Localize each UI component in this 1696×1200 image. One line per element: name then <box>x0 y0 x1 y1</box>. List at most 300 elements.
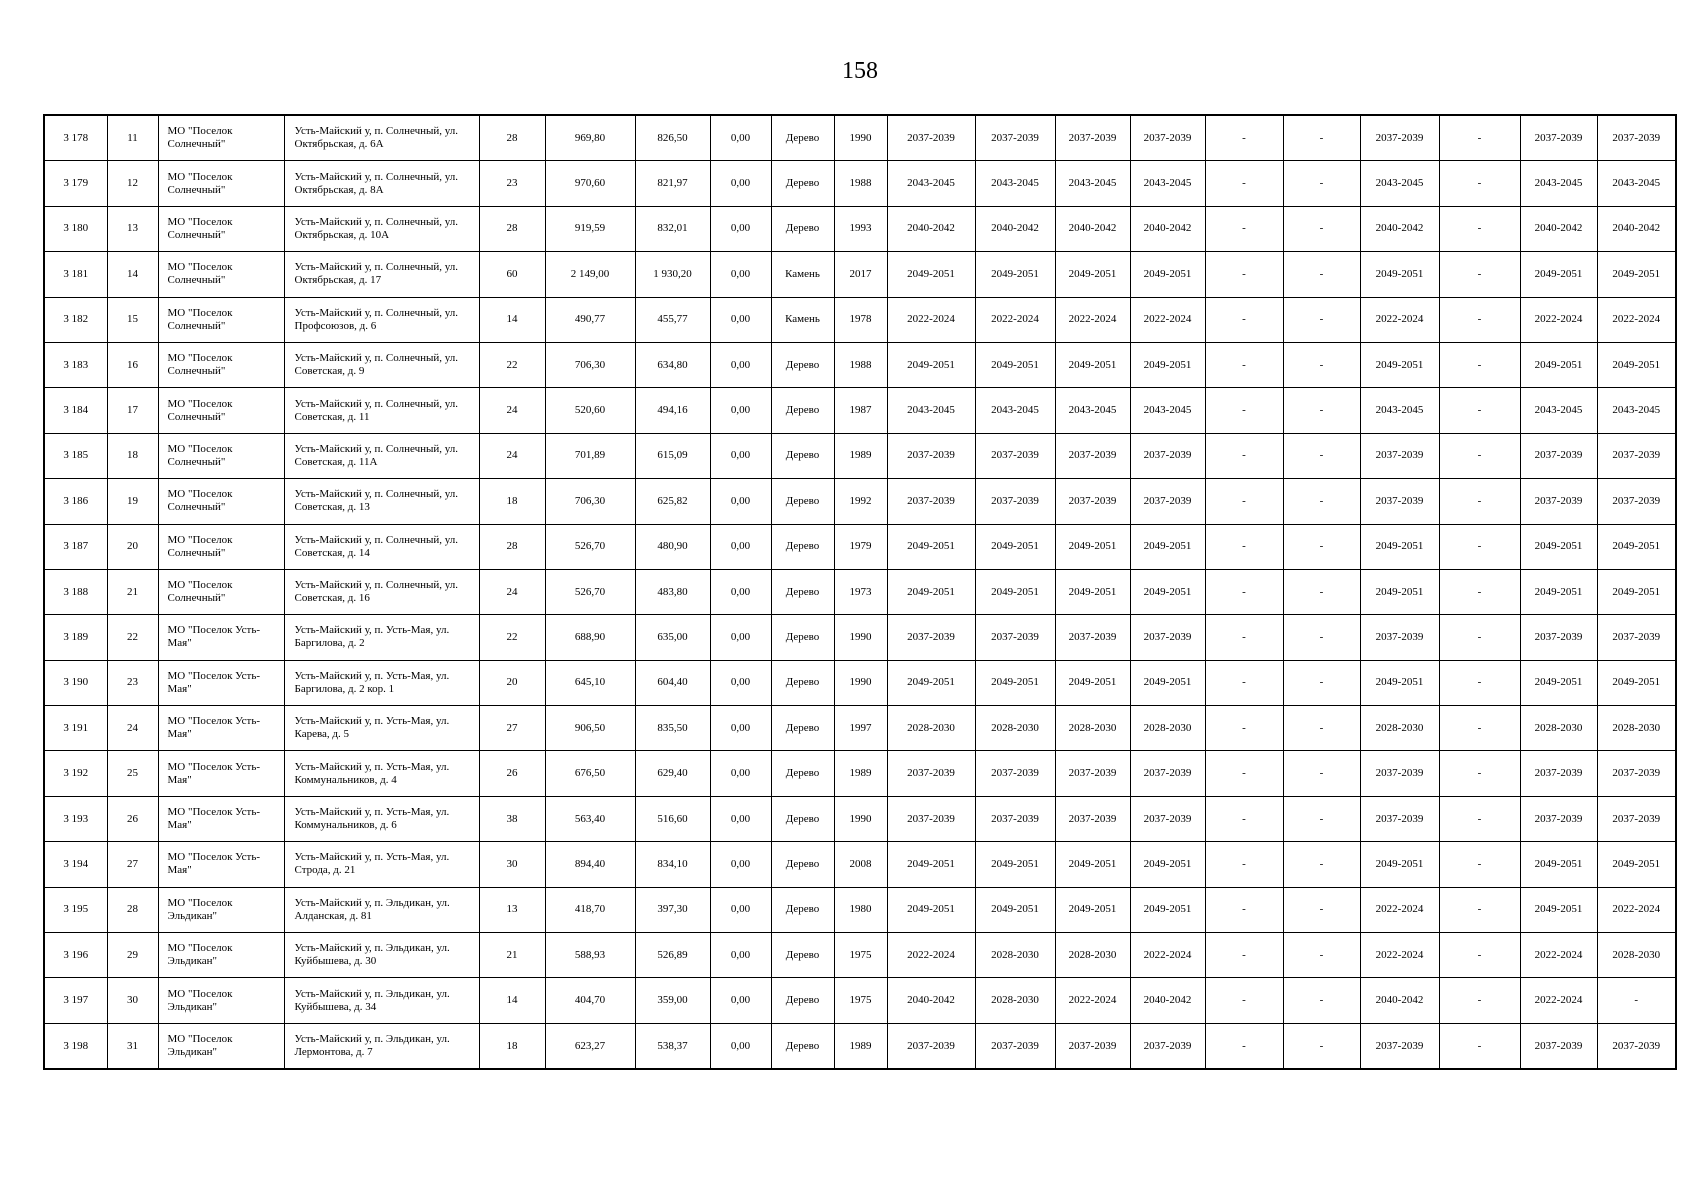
cell-period-4: 2037-2039 <box>1130 433 1205 478</box>
cell-total-area: 701,89 <box>545 433 635 478</box>
cell-period-8: - <box>1439 252 1520 297</box>
cell-period-2: 2037-2039 <box>975 796 1055 841</box>
cell-period-4: 2037-2039 <box>1130 115 1205 161</box>
cell-period-5: - <box>1205 433 1283 478</box>
cell-period-10: 2043-2045 <box>1597 388 1676 433</box>
table-row <box>44 569 1676 614</box>
cell-total-area: 623,27 <box>545 1023 635 1069</box>
cell-period-3: 2028-2030 <box>1055 933 1130 978</box>
cell-municipality: МО "Поселок Эльдикан" <box>158 978 284 1023</box>
cell-period-6: - <box>1283 660 1360 705</box>
cell-period-9: 2022-2024 <box>1520 933 1597 978</box>
table-row <box>44 842 1676 887</box>
cell-period-5: - <box>1205 933 1283 978</box>
cell-item-number: 25 <box>107 751 158 796</box>
cell-period-5: - <box>1205 660 1283 705</box>
cell-period-1: 2049-2051 <box>887 842 975 887</box>
cell-period-10: 2022-2024 <box>1597 297 1676 342</box>
cell-build-year: 1979 <box>834 524 887 569</box>
cell-apartments: 28 <box>479 206 545 251</box>
cell-period-1: 2037-2039 <box>887 433 975 478</box>
cell-row-number: 3 181 <box>44 252 107 297</box>
cell-period-4: 2049-2051 <box>1130 342 1205 387</box>
table-row <box>44 161 1676 206</box>
cell-period-9: 2043-2045 <box>1520 161 1597 206</box>
housing-registry-table <box>43 114 1677 1070</box>
cell-apartments: 18 <box>479 1023 545 1069</box>
cell-period-3: 2037-2039 <box>1055 796 1130 841</box>
cell-address: Усть-Майский у, п. Усть-Мая, ул. Коммунальников, д. 6 <box>284 796 479 841</box>
cell-wall-material: Дерево <box>771 479 834 524</box>
cell-period-10: 2049-2051 <box>1597 342 1676 387</box>
cell-address: Усть-Майский у, п. Усть-Мая, ул. Коммунальников, д. 4 <box>284 751 479 796</box>
cell-living-area: 538,37 <box>635 1023 710 1069</box>
cell-period-1: 2037-2039 <box>887 615 975 660</box>
cell-address: Усть-Майский у, п. Солнечный, ул. Советская, д. 11А <box>284 433 479 478</box>
cell-build-year: 2008 <box>834 842 887 887</box>
cell-living-area: 359,00 <box>635 978 710 1023</box>
cell-period-8: - <box>1439 479 1520 524</box>
cell-apartments: 28 <box>479 115 545 161</box>
cell-period-5: - <box>1205 297 1283 342</box>
cell-period-1: 2028-2030 <box>887 706 975 751</box>
cell-apartments: 24 <box>479 388 545 433</box>
cell-period-4: 2043-2045 <box>1130 161 1205 206</box>
cell-wall-material: Дерево <box>771 115 834 161</box>
cell-wall-material: Дерево <box>771 433 834 478</box>
cell-period-8: - <box>1439 297 1520 342</box>
cell-municipality: МО "Поселок Усть-Мая" <box>158 751 284 796</box>
cell-address: Усть-Майский у, п. Солнечный, ул. Профсоюзов, д. 6 <box>284 297 479 342</box>
cell-living-area: 480,90 <box>635 524 710 569</box>
cell-address: Усть-Майский у, п. Усть-Мая, ул. Строда, д. 21 <box>284 842 479 887</box>
cell-item-number: 12 <box>107 161 158 206</box>
cell-living-area: 526,89 <box>635 933 710 978</box>
cell-nonresidential-area: 0,00 <box>710 1023 771 1069</box>
cell-period-8: - <box>1439 796 1520 841</box>
cell-row-number: 3 190 <box>44 660 107 705</box>
cell-row-number: 3 183 <box>44 342 107 387</box>
cell-period-4: 2049-2051 <box>1130 252 1205 297</box>
cell-period-1: 2022-2024 <box>887 297 975 342</box>
cell-apartments: 28 <box>479 524 545 569</box>
cell-total-area: 688,90 <box>545 615 635 660</box>
cell-address: Усть-Майский у, п. Солнечный, ул. Советская, д. 9 <box>284 342 479 387</box>
cell-period-6: - <box>1283 252 1360 297</box>
cell-period-5: - <box>1205 706 1283 751</box>
cell-period-9: 2049-2051 <box>1520 887 1597 932</box>
cell-period-10: 2037-2039 <box>1597 433 1676 478</box>
cell-period-3: 2037-2039 <box>1055 615 1130 660</box>
cell-period-9: 2022-2024 <box>1520 978 1597 1023</box>
cell-period-3: 2037-2039 <box>1055 479 1130 524</box>
cell-nonresidential-area: 0,00 <box>710 479 771 524</box>
cell-total-area: 404,70 <box>545 978 635 1023</box>
cell-row-number: 3 185 <box>44 433 107 478</box>
cell-build-year: 1989 <box>834 751 887 796</box>
cell-period-6: - <box>1283 569 1360 614</box>
cell-municipality: МО "Поселок Солнечный" <box>158 161 284 206</box>
cell-period-7: 2049-2051 <box>1360 342 1439 387</box>
cell-period-5: - <box>1205 978 1283 1023</box>
cell-period-1: 2037-2039 <box>887 115 975 161</box>
cell-period-7: 2037-2039 <box>1360 615 1439 660</box>
cell-build-year: 1987 <box>834 388 887 433</box>
cell-period-9: 2049-2051 <box>1520 252 1597 297</box>
cell-period-10: 2022-2024 <box>1597 887 1676 932</box>
cell-wall-material: Дерево <box>771 569 834 614</box>
cell-wall-material: Камень <box>771 297 834 342</box>
table-row <box>44 978 1676 1023</box>
cell-item-number: 26 <box>107 796 158 841</box>
cell-period-4: 2049-2051 <box>1130 660 1205 705</box>
cell-period-4: 2049-2051 <box>1130 887 1205 932</box>
table-row <box>44 115 1676 161</box>
cell-municipality: МО "Поселок Солнечный" <box>158 342 284 387</box>
cell-period-8: - <box>1439 706 1520 751</box>
cell-address: Усть-Майский у, п. Эльдикан, ул. Лермонтова, д. 7 <box>284 1023 479 1069</box>
cell-period-6: - <box>1283 751 1360 796</box>
cell-nonresidential-area: 0,00 <box>710 206 771 251</box>
cell-period-2: 2028-2030 <box>975 978 1055 1023</box>
cell-municipality: МО "Поселок Солнечный" <box>158 524 284 569</box>
cell-address: Усть-Майский у, п. Солнечный, ул. Октябрьская, д. 17 <box>284 252 479 297</box>
cell-period-10: 2037-2039 <box>1597 1023 1676 1069</box>
cell-period-2: 2037-2039 <box>975 433 1055 478</box>
cell-nonresidential-area: 0,00 <box>710 569 771 614</box>
cell-period-10: 2037-2039 <box>1597 751 1676 796</box>
table-row <box>44 706 1676 751</box>
cell-period-10: 2049-2051 <box>1597 660 1676 705</box>
cell-municipality: МО "Поселок Солнечный" <box>158 297 284 342</box>
cell-build-year: 1975 <box>834 978 887 1023</box>
cell-item-number: 13 <box>107 206 158 251</box>
cell-address: Усть-Майский у, п. Солнечный, ул. Октябрьская, д. 8А <box>284 161 479 206</box>
cell-build-year: 1973 <box>834 569 887 614</box>
cell-period-2: 2049-2051 <box>975 342 1055 387</box>
cell-period-6: - <box>1283 388 1360 433</box>
cell-period-7: 2028-2030 <box>1360 706 1439 751</box>
cell-municipality: МО "Поселок Солнечный" <box>158 479 284 524</box>
cell-wall-material: Дерево <box>771 161 834 206</box>
cell-row-number: 3 189 <box>44 615 107 660</box>
cell-period-10: 2049-2051 <box>1597 842 1676 887</box>
cell-period-2: 2028-2030 <box>975 933 1055 978</box>
cell-period-10: 2040-2042 <box>1597 206 1676 251</box>
cell-period-10: 2037-2039 <box>1597 796 1676 841</box>
cell-period-8: - <box>1439 978 1520 1023</box>
cell-period-10: - <box>1597 978 1676 1023</box>
cell-item-number: 20 <box>107 524 158 569</box>
cell-period-2: 2049-2051 <box>975 887 1055 932</box>
table-row <box>44 342 1676 387</box>
cell-total-area: 520,60 <box>545 388 635 433</box>
cell-nonresidential-area: 0,00 <box>710 706 771 751</box>
cell-period-3: 2037-2039 <box>1055 433 1130 478</box>
cell-nonresidential-area: 0,00 <box>710 161 771 206</box>
cell-total-area: 2 149,00 <box>545 252 635 297</box>
registry-body <box>44 115 1676 1069</box>
cell-build-year: 1993 <box>834 206 887 251</box>
cell-item-number: 18 <box>107 433 158 478</box>
cell-period-5: - <box>1205 206 1283 251</box>
cell-period-6: - <box>1283 887 1360 932</box>
cell-build-year: 2017 <box>834 252 887 297</box>
cell-period-8: - <box>1439 1023 1520 1069</box>
cell-period-2: 2037-2039 <box>975 479 1055 524</box>
cell-address: Усть-Майский у, п. Солнечный, ул. Советская, д. 13 <box>284 479 479 524</box>
cell-period-6: - <box>1283 615 1360 660</box>
cell-apartments: 30 <box>479 842 545 887</box>
cell-row-number: 3 186 <box>44 479 107 524</box>
table-row <box>44 887 1676 932</box>
cell-build-year: 1989 <box>834 1023 887 1069</box>
cell-period-10: 2028-2030 <box>1597 933 1676 978</box>
cell-wall-material: Дерево <box>771 1023 834 1069</box>
cell-living-area: 832,01 <box>635 206 710 251</box>
cell-living-area: 635,00 <box>635 615 710 660</box>
cell-nonresidential-area: 0,00 <box>710 342 771 387</box>
table-row <box>44 388 1676 433</box>
cell-period-4: 2049-2051 <box>1130 569 1205 614</box>
cell-wall-material: Камень <box>771 252 834 297</box>
cell-municipality: МО "Поселок Эльдикан" <box>158 1023 284 1069</box>
cell-total-area: 706,30 <box>545 479 635 524</box>
cell-row-number: 3 197 <box>44 978 107 1023</box>
cell-row-number: 3 182 <box>44 297 107 342</box>
cell-period-1: 2049-2051 <box>887 252 975 297</box>
cell-build-year: 1990 <box>834 796 887 841</box>
cell-total-area: 645,10 <box>545 660 635 705</box>
cell-period-4: 2040-2042 <box>1130 206 1205 251</box>
cell-item-number: 28 <box>107 887 158 932</box>
cell-period-2: 2037-2039 <box>975 1023 1055 1069</box>
cell-period-5: - <box>1205 115 1283 161</box>
cell-living-area: 629,40 <box>635 751 710 796</box>
cell-item-number: 17 <box>107 388 158 433</box>
cell-period-6: - <box>1283 297 1360 342</box>
cell-row-number: 3 195 <box>44 887 107 932</box>
cell-municipality: МО "Поселок Усть-Мая" <box>158 615 284 660</box>
cell-period-1: 2040-2042 <box>887 978 975 1023</box>
cell-period-2: 2043-2045 <box>975 161 1055 206</box>
cell-period-7: 2043-2045 <box>1360 388 1439 433</box>
cell-period-10: 2037-2039 <box>1597 479 1676 524</box>
cell-period-6: - <box>1283 978 1360 1023</box>
cell-period-9: 2037-2039 <box>1520 796 1597 841</box>
cell-period-8: - <box>1439 569 1520 614</box>
cell-period-8: - <box>1439 433 1520 478</box>
table-row <box>44 796 1676 841</box>
cell-municipality: МО "Поселок Усть-Мая" <box>158 842 284 887</box>
cell-period-6: - <box>1283 842 1360 887</box>
cell-nonresidential-area: 0,00 <box>710 433 771 478</box>
cell-period-7: 2037-2039 <box>1360 115 1439 161</box>
table-row <box>44 524 1676 569</box>
cell-period-5: - <box>1205 842 1283 887</box>
cell-total-area: 418,70 <box>545 887 635 932</box>
cell-period-6: - <box>1283 479 1360 524</box>
cell-total-area: 526,70 <box>545 524 635 569</box>
cell-period-9: 2037-2039 <box>1520 1023 1597 1069</box>
cell-period-4: 2037-2039 <box>1130 1023 1205 1069</box>
cell-period-3: 2043-2045 <box>1055 388 1130 433</box>
table-row <box>44 1023 1676 1069</box>
cell-period-3: 2022-2024 <box>1055 297 1130 342</box>
cell-living-area: 397,30 <box>635 887 710 932</box>
cell-period-2: 2049-2051 <box>975 842 1055 887</box>
cell-period-9: 2037-2039 <box>1520 751 1597 796</box>
cell-period-1: 2037-2039 <box>887 1023 975 1069</box>
cell-period-9: 2049-2051 <box>1520 524 1597 569</box>
cell-period-3: 2037-2039 <box>1055 115 1130 161</box>
cell-apartments: 21 <box>479 933 545 978</box>
cell-period-3: 2049-2051 <box>1055 342 1130 387</box>
cell-item-number: 15 <box>107 297 158 342</box>
cell-period-3: 2037-2039 <box>1055 751 1130 796</box>
cell-address: Усть-Майский у, п. Солнечный, ул. Октябрьская, д. 10А <box>284 206 479 251</box>
cell-apartments: 14 <box>479 978 545 1023</box>
cell-apartments: 23 <box>479 161 545 206</box>
cell-period-9: 2049-2051 <box>1520 660 1597 705</box>
table-row <box>44 751 1676 796</box>
cell-build-year: 1990 <box>834 660 887 705</box>
cell-row-number: 3 194 <box>44 842 107 887</box>
cell-apartments: 26 <box>479 751 545 796</box>
cell-apartments: 27 <box>479 706 545 751</box>
cell-period-4: 2028-2030 <box>1130 706 1205 751</box>
cell-row-number: 3 196 <box>44 933 107 978</box>
table-row <box>44 206 1676 251</box>
cell-municipality: МО "Поселок Солнечный" <box>158 433 284 478</box>
cell-address: Усть-Майский у, п. Эльдикан, ул. Куйбышева, д. 34 <box>284 978 479 1023</box>
cell-period-7: 2049-2051 <box>1360 842 1439 887</box>
cell-period-10: 2037-2039 <box>1597 115 1676 161</box>
cell-period-7: 2040-2042 <box>1360 978 1439 1023</box>
cell-total-area: 588,93 <box>545 933 635 978</box>
cell-wall-material: Дерево <box>771 978 834 1023</box>
cell-period-10: 2028-2030 <box>1597 706 1676 751</box>
cell-living-area: 835,50 <box>635 706 710 751</box>
cell-period-4: 2040-2042 <box>1130 978 1205 1023</box>
cell-period-3: 2049-2051 <box>1055 569 1130 614</box>
cell-total-area: 676,50 <box>545 751 635 796</box>
cell-period-7: 2049-2051 <box>1360 252 1439 297</box>
cell-period-7: 2037-2039 <box>1360 796 1439 841</box>
cell-period-8: - <box>1439 842 1520 887</box>
cell-build-year: 1989 <box>834 433 887 478</box>
cell-period-5: - <box>1205 615 1283 660</box>
cell-period-3: 2049-2051 <box>1055 524 1130 569</box>
cell-period-2: 2049-2051 <box>975 524 1055 569</box>
cell-municipality: МО "Поселок Солнечный" <box>158 115 284 161</box>
cell-row-number: 3 191 <box>44 706 107 751</box>
page-number: 158 <box>842 58 878 84</box>
cell-period-3: 2037-2039 <box>1055 1023 1130 1069</box>
table-row <box>44 615 1676 660</box>
cell-period-7: 2022-2024 <box>1360 933 1439 978</box>
cell-municipality: МО "Поселок Солнечный" <box>158 252 284 297</box>
cell-municipality: МО "Поселок Усть-Мая" <box>158 706 284 751</box>
cell-address: Усть-Майский у, п. Солнечный, ул. Октябрьская, д. 6А <box>284 115 479 161</box>
cell-period-2: 2037-2039 <box>975 115 1055 161</box>
cell-period-5: - <box>1205 479 1283 524</box>
cell-total-area: 526,70 <box>545 569 635 614</box>
cell-period-8: - <box>1439 751 1520 796</box>
cell-period-9: 2040-2042 <box>1520 206 1597 251</box>
cell-municipality: МО "Поселок Эльдикан" <box>158 933 284 978</box>
cell-address: Усть-Майский у, п. Эльдикан, ул. Куйбышева, д. 30 <box>284 933 479 978</box>
cell-period-10: 2049-2051 <box>1597 569 1676 614</box>
cell-build-year: 1990 <box>834 615 887 660</box>
cell-apartments: 38 <box>479 796 545 841</box>
cell-nonresidential-area: 0,00 <box>710 615 771 660</box>
cell-period-1: 2049-2051 <box>887 569 975 614</box>
cell-period-5: - <box>1205 796 1283 841</box>
cell-apartments: 20 <box>479 660 545 705</box>
cell-nonresidential-area: 0,00 <box>710 115 771 161</box>
cell-item-number: 16 <box>107 342 158 387</box>
cell-item-number: 14 <box>107 252 158 297</box>
cell-period-5: - <box>1205 388 1283 433</box>
cell-period-3: 2049-2051 <box>1055 887 1130 932</box>
cell-living-area: 826,50 <box>635 115 710 161</box>
cell-apartments: 22 <box>479 342 545 387</box>
cell-wall-material: Дерево <box>771 206 834 251</box>
cell-living-area: 494,16 <box>635 388 710 433</box>
cell-build-year: 1992 <box>834 479 887 524</box>
cell-apartments: 24 <box>479 569 545 614</box>
cell-period-9: 2049-2051 <box>1520 342 1597 387</box>
cell-period-8: - <box>1439 887 1520 932</box>
cell-period-8: - <box>1439 206 1520 251</box>
cell-period-7: 2049-2051 <box>1360 569 1439 614</box>
cell-item-number: 31 <box>107 1023 158 1069</box>
cell-wall-material: Дерево <box>771 842 834 887</box>
table-row <box>44 660 1676 705</box>
cell-municipality: МО "Поселок Солнечный" <box>158 206 284 251</box>
cell-period-6: - <box>1283 706 1360 751</box>
cell-period-2: 2037-2039 <box>975 751 1055 796</box>
cell-apartments: 24 <box>479 433 545 478</box>
cell-period-7: 2022-2024 <box>1360 887 1439 932</box>
cell-living-area: 625,82 <box>635 479 710 524</box>
cell-period-9: 2022-2024 <box>1520 297 1597 342</box>
cell-wall-material: Дерево <box>771 751 834 796</box>
cell-item-number: 19 <box>107 479 158 524</box>
cell-municipality: МО "Поселок Эльдикан" <box>158 887 284 932</box>
cell-period-2: 2043-2045 <box>975 388 1055 433</box>
cell-row-number: 3 180 <box>44 206 107 251</box>
cell-period-4: 2037-2039 <box>1130 751 1205 796</box>
cell-row-number: 3 192 <box>44 751 107 796</box>
cell-period-8: - <box>1439 161 1520 206</box>
cell-item-number: 27 <box>107 842 158 887</box>
table-row <box>44 252 1676 297</box>
cell-period-7: 2049-2051 <box>1360 660 1439 705</box>
cell-nonresidential-area: 0,00 <box>710 933 771 978</box>
cell-living-area: 834,10 <box>635 842 710 887</box>
cell-wall-material: Дерево <box>771 524 834 569</box>
cell-period-1: 2049-2051 <box>887 887 975 932</box>
cell-total-area: 706,30 <box>545 342 635 387</box>
cell-wall-material: Дерево <box>771 706 834 751</box>
cell-period-6: - <box>1283 161 1360 206</box>
cell-wall-material: Дерево <box>771 660 834 705</box>
cell-period-1: 2040-2042 <box>887 206 975 251</box>
cell-nonresidential-area: 0,00 <box>710 978 771 1023</box>
cell-period-3: 2049-2051 <box>1055 660 1130 705</box>
